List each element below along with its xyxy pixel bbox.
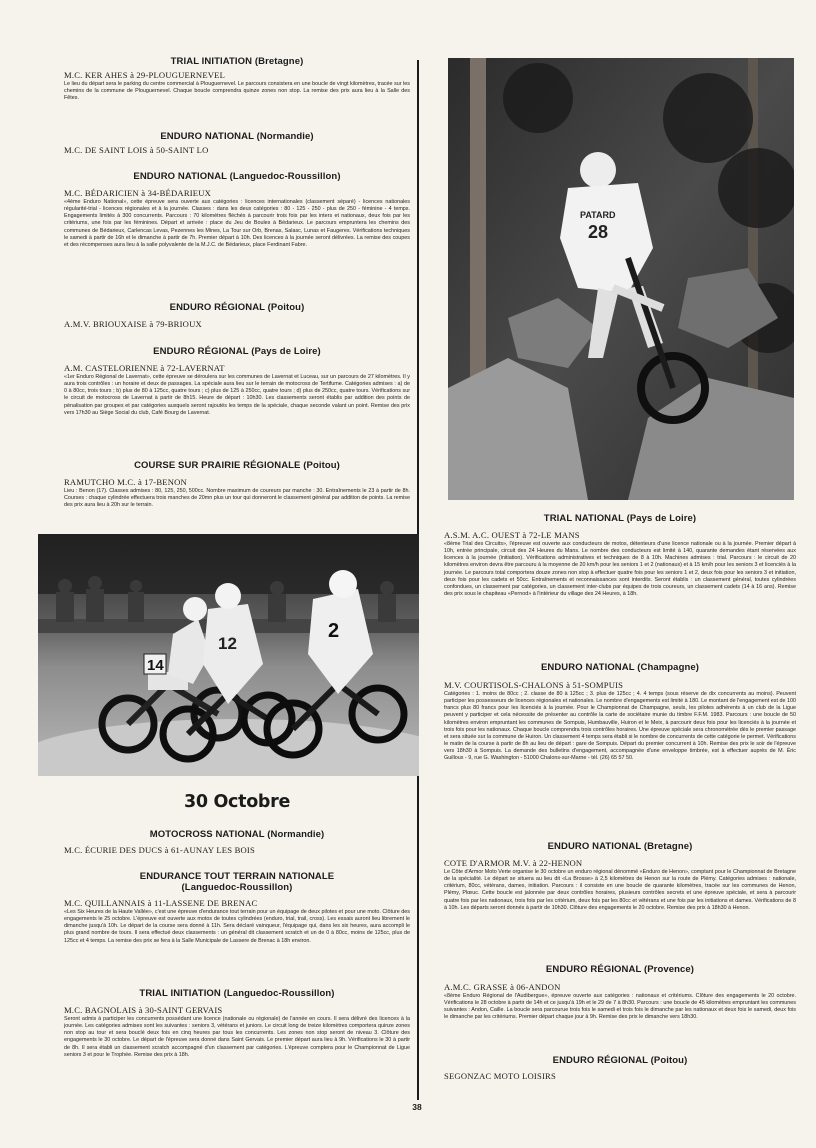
event-club: M.V. COURTISOLS-CHALONS à 51-SOMPUIS bbox=[444, 680, 624, 690]
event-title: ENDURANCE TOUT TERRAIN NATIONALE bbox=[139, 871, 335, 882]
event-club: M.C. KER AHES à 29-PLOUGUERNEVEL bbox=[64, 70, 226, 80]
event-body: Seront admis à participer les concurrents possédant une licence (nationale ou régionale) de l'année en cours. Il sera délivré des licences à la journée. Les catégories admises sont les suivantes : seniors 3, vétérans et juniors. Le circuit long de treize kilomètres comportera quinze zones non stop au tour et sera bouclé deux fois en cinq heures par tous les concurrents. Les zones non stop seront de niveau 3. Clôture des engagements le 30 octobre. Le départ de l'épreuve sera donné dans Saint Gervais. Le premier départ aura lieu à 9h. Vérifications le 30 à partir de 8h. Il sera établi un classement scratch accompagné d'un classement par catégories. L'épreuve comptera pour le Championnat de Ligue seniors 3 et pour le Trophée. Remise des prix à 18h. bbox=[64, 1016, 410, 1058]
event-club: COTE D'ARMOR M.V. à 22-HENON bbox=[444, 858, 583, 868]
event-heading bbox=[444, 513, 796, 524]
event-region: (Normandie) bbox=[267, 829, 325, 840]
event-heading bbox=[444, 1055, 796, 1066]
event-trial-initiation-languedoc bbox=[64, 988, 410, 1059]
event-heading bbox=[64, 460, 410, 471]
event-enduro-national-normandie bbox=[64, 131, 410, 155]
event-body: Catégories : 1. moins de 80cc ; 2. classe de 80 à 125cc ; 3. plus de 125cc ; 4. 4 temps (sous réserve de dix concurrents au moins). Peuvent participer les possesseurs de licences régionales et nationales. Le nombre d'engagements est limité à 180. Le montant de l'engagement est de 100 francs plus 80 francs pour les licenciés à la journée. Pour le Championnat de Champagne, seuls, les pilotes adhérents à un club de la Ligue peuvent y participer et cela nécessite de présenter au contrôle la carte de sociétaire munie du timbre F.F.M. 1983. Parcours : une boucle de 50 kilomètres environ empruntant les communes de Sompuis, Humbauville, Huiron et le Meix, à parcourir deux fois pour les licenciés à la journée et trois fois pour les nationaux. Chaque boucle comprendra trois contrôles horaires. Une épreuve spéciale sera chronométrée dès le premier passage et sera située sur la commune de Huiron. Un classement 4 temps sera établi si le nombre de concurrents de cette catégorie le permet. Vérifications le matin de la course à partir de 8h au lieu de départ : gare de Sompuis. Départ du premier concurrent à 10h. Remise des prix le soir de l'épreuve vers 18h30 à Sompuis. La demande des bulletins d'engagement, accompagnée d'une enveloppe timbrée, est à effectuer auprès de M. Éric Guilloux - 9, rue G. Washington - 51000 Chalons-sur-Marne - tél. (26) 65 57 50. bbox=[444, 691, 796, 762]
event-heading bbox=[444, 662, 796, 673]
event-region: (Bretagne) bbox=[643, 841, 693, 852]
event-body: «1er Enduro Régional de Lavernat», cette épreuve se déroulera sur les communes de Lavernat et Luceau, sur un parcours de 27 kilomètres. Il y aura trois contrôles : un horaire et deux de passages. La spéciale aura lieu sur le terrain de motocross de Tertifume. Catégories admises : a) de 0 à 80cc, trois tours ; b) plus de 80 à 125cc, quatre tours ; c) plus de 125 à 250cc, quatre tours ; d) plus de 250cc, quatre tours. Vérifications sur le circuit de motocross de Lavernat à partir de 8h15. Heure de départ : 10h30. Les classements seront établis par addition des points de pénalisation par groupes et par catégories auxquels seront rajoutés les temps de la spéciale, chaque seconde valant un point. Remise des prix vers 17h30 au Siège Social du club, Café Bourg de Lavernat. bbox=[64, 374, 410, 416]
event-body: Lieu : Benon (17). Classes admises : 80, 125, 250, 500cc. Nombre maximum de coureurs par manche : 30. Entraînements le 23 à partir de 8h. Courses : chaque cylindrée effectuera trois manches de 20mn plus un tour qui donneront le classement général par addition de points. La remise des prix aura lieu à 20h sur le terrain. bbox=[64, 488, 411, 509]
event-enduro-regional-provence bbox=[444, 964, 796, 1022]
event-club: A.M. CASTELORIENNE à 72-LAVERNAT bbox=[64, 363, 225, 373]
event-title: MOTOCROSS NATIONAL bbox=[149, 829, 265, 840]
event-club: M.C. ÉCURIE DES DUCS à 61-AUNAY LES BOIS bbox=[64, 845, 255, 855]
event-region: (Provence) bbox=[643, 964, 695, 975]
event-title: TRIAL INITIATION bbox=[170, 56, 253, 67]
event-heading bbox=[64, 988, 410, 999]
event-endurance-languedoc bbox=[64, 871, 410, 945]
event-body: «8ème Trial des Circuits», l'épreuve est ouverte aux conducteurs de motos, détenteurs d'une licence nationale ou à la journée. Premier départ à 10h, entrée principale, circuit des 24 Heures du Mans. Le nombre des conducteurs est limité à 140, quarante demandes étant réservées aux licences à la journée (initiation). Vérifications administratives et techniques de 8 à 10h. Machines admises : trial. Parcours : le circuit de 20 kilomètres environ devra être parcouru à la moyenne de 20 km/h pour les seniors 1 et 2 (nationaux) et à 15 km/h pour les seniors 3 et licenciés à la journée. Le parcours total comportera douze zones non stop à effectuer quatre fois pour les seniors 1 et 2, deux fois pour les seniors 3 et initiation, deux fois pour les cadets et 50cc. Entraînements et reconnaissances sont interdits. Seront établis : un classement général, toutes cylindrées confondues, un classement par catégories, un classement inter-clubs par équipes de trois coureurs, un classement cadets (14 à 16 ans). Remise des prix sous le chapiteau «Pernod» à l'intérieur du village des 24 Heures, à 18h. bbox=[444, 541, 796, 598]
event-title: ENDURO RÉGIONAL bbox=[153, 346, 249, 357]
motocross-photo bbox=[38, 534, 419, 776]
rider-number: 28 bbox=[588, 222, 609, 242]
event-heading bbox=[64, 131, 410, 142]
plate-number: 12 bbox=[218, 634, 237, 653]
plate-number: 14 bbox=[147, 657, 164, 674]
event-enduro-national-languedoc bbox=[64, 171, 410, 249]
event-club: M.C. DE SAINT LOIS à 50-SAINT LO bbox=[64, 145, 209, 155]
event-region: (Champagne) bbox=[637, 662, 700, 673]
event-trial-national-pays-de-loire bbox=[444, 513, 796, 598]
event-title: ENDURO NATIONAL bbox=[547, 841, 642, 852]
event-region: (Languedoc-Roussillon) bbox=[229, 171, 341, 182]
event-title: ENDURO RÉGIONAL bbox=[545, 964, 642, 975]
event-heading bbox=[444, 964, 796, 975]
event-club: SEGONZAC MOTO LOISIRS bbox=[444, 1071, 556, 1081]
event-title: COURSE SUR PRAIRIE RÉGIONALE bbox=[134, 460, 301, 471]
event-body: Le lieu du départ sera le parking du centre commercial à Plouguernevel. Le parcours consistera en une boucle de vingt kilomètres, tracée sur les chemins de la commune de Plouguernevel. Chaque boucle comprendra quinze zones non stop. La remise des prix aura lieu à la Salle des Fêtes. bbox=[64, 81, 410, 102]
event-heading bbox=[64, 302, 410, 313]
trial-rider-photo bbox=[448, 58, 794, 500]
event-region: (Pays de Loire) bbox=[626, 513, 697, 524]
event-heading bbox=[64, 171, 410, 182]
trial-rider-photo-image bbox=[448, 58, 794, 500]
event-title: ENDURO RÉGIONAL bbox=[169, 302, 265, 313]
event-club: RAMUTCHO M.C. à 17-BENON bbox=[64, 477, 187, 487]
event-club: M.C. BÉDARICIEN à 34-BÉDARIEUX bbox=[64, 188, 212, 198]
event-club: A.M.V. BRIOUXAISE à 79-BRIOUX bbox=[64, 319, 202, 329]
event-club: A.M.C. GRASSE à 06-ANDON bbox=[444, 982, 561, 992]
event-region: (Pays de Loire) bbox=[251, 346, 321, 357]
event-motocross-national-normandie bbox=[64, 829, 410, 855]
date-heading: 30 Octobre bbox=[183, 792, 291, 812]
event-region: (Normandie) bbox=[256, 131, 314, 142]
event-heading bbox=[64, 871, 410, 882]
event-enduro-national-bretagne bbox=[444, 841, 796, 912]
event-title: ENDURO RÉGIONAL bbox=[552, 1055, 648, 1066]
event-enduro-regional-poitou-2 bbox=[444, 1055, 796, 1081]
event-region: (Bretagne) bbox=[254, 56, 304, 67]
event-club: M.C. BAGNOLAIS à 30-SAINT GERVAIS bbox=[64, 1005, 223, 1015]
event-heading bbox=[64, 829, 410, 840]
event-title: ENDURO NATIONAL bbox=[133, 171, 227, 182]
event-trial-initiation-bretagne bbox=[64, 56, 410, 102]
event-body: «4ème Enduro National», cette épreuve sera ouverte aux catégories : licences internationales (classement séparé) - licences nationales régularité-trial - licences régionales et à la journée. Classes : dans les deux catégories : 80 - 125 - 250 - plus de 250 - féminine - 4 temps. Engagements limités à 300 concurrents. Parcours : 70 kilomètres fléchés à parcourir trois fois par les inters et nationaux, deux fois par les critériums, une fois par les féminines. Départ et arrivée : place du Jeu de Boules à Bédarieux. Le parcours empruntera les chemins des communes de Bédarieux, Carlencas Levas, Pezennes les Mines, La Tour sur Orb, Brenas, Salasc, Lunas et Faugeres. Vérifications techniques le samedi à partir de 16h et le dimanche à partir de 7h. Premier départ à 10h. Des licences à la journée seront délivrées. La remise des coupes et des récompenses aura lieu à la salle polyvalente de la M.J.C. de Bédarieux, place Ferdinant Fabre. bbox=[64, 199, 410, 248]
event-enduro-national-champagne bbox=[444, 662, 796, 763]
event-title: TRIAL NATIONAL bbox=[543, 513, 624, 524]
event-enduro-regional-poitou bbox=[64, 302, 410, 329]
event-region: (Poitou) bbox=[267, 302, 305, 313]
event-body: «Les Six Heures de la Haute Vallée», c'est une épreuve d'endurance tout terrain pour un équipage de deux pilotes et pour une moto. Clôture des engagements le 25 octobre. L'épreuve est ouverte aux motos de toutes cylindrées (enduro, trial, trail, cross). Les essais auront lieu librement le dimanche jusqu'à 10h. Le départ de la course sera donné à 11h. Sera déclaré vainqueur, l'équipage qui, dans les six heures, aura accompli le plus grand nombre de tours. Il sera effectué deux classements : un général dit classement scratch et un de 0 à 80cc, moins de 125cc, plus de 125cc et 4 temps. La remise des prix se fera à la Salle Municipale de Lassere de Brenac à 18h environ. bbox=[64, 909, 410, 944]
event-club: A.S.M. A.C. OUEST à 72-LE MANS bbox=[444, 530, 580, 540]
event-heading bbox=[444, 841, 796, 852]
event-body: «8ème Enduro Régional de l'Audibergue», épreuve ouverte aux catégories : nationaux et critériums. Clôture des engagements le 20 octobre. Vérifications le 28 octobre à partir de 14h et ce jusqu'à 19h et le 29 de 7 à 8h30. Parcours : une boucle de 45 kilomètres empruntant les communes suivantes : Andon, Caille. La boucle sera parcourue trois fois le samedi et trois fois le dimanche par les nationaux et deux fois le samedi, deux fois le dimanche par les critériums. Premier départ chaque jour à 9h. Remise des prix le dimanche vers 18h30. bbox=[444, 993, 796, 1021]
event-title: ENDURO NATIONAL bbox=[540, 662, 635, 673]
event-course-sur-prairie-poitou bbox=[64, 460, 410, 509]
event-body: Le Côte d'Armor Moto Verte organise le 30 octobre un enduro régional dénommé «Enduro de Henon», comptant pour le Championnat de Bretagne de la spécialité. Le départ se situera au lieu dit «La Brosse» à 2,5 kilomètres de Henon sur la route de Plémy. Catégories admises : nationale, critérium, 80cc, vétérans, dames, initiation. Parcours : il consiste en une boucle de quarante kilomètres, tracée sur les communes de Henon, Plémy, Plœuc. Cette boucle est jalonnée par deux contrôles horaires, plusieurs contrôles secrets et une épreuve spéciale, et sera à parcourir quatre fois par les nationaux, trois fois par les critérium, deux fois par les 80cc et vétérans et une fois par les initiations et dames. Vérifications de 8 à 10h. Les départs seront donnés à partir de 10h30. Clôture des engagements le 20 octobre. Remise des prix à 18h30 à Henon. bbox=[444, 869, 796, 911]
event-region: (Languedoc-Roussillon) bbox=[181, 882, 293, 893]
event-title: TRIAL INITIATION bbox=[139, 988, 221, 999]
event-region: (Poitou) bbox=[303, 460, 340, 471]
event-region: (Languedoc-Roussillon) bbox=[223, 988, 335, 999]
plate-number: 2 bbox=[328, 620, 340, 642]
event-club: M.C. QUILLANNAIS à 11-LASSENE DE BRENAC bbox=[64, 898, 258, 908]
motocross-photo-image bbox=[38, 534, 419, 776]
jersey-text: PATARD bbox=[580, 210, 616, 220]
page-number: 38 bbox=[412, 1102, 422, 1112]
event-heading bbox=[64, 346, 410, 357]
event-region: (Poitou) bbox=[650, 1055, 688, 1066]
event-enduro-regional-pays-de-loire bbox=[64, 346, 410, 417]
event-title: ENDURO NATIONAL bbox=[160, 131, 254, 142]
event-heading bbox=[64, 56, 410, 67]
